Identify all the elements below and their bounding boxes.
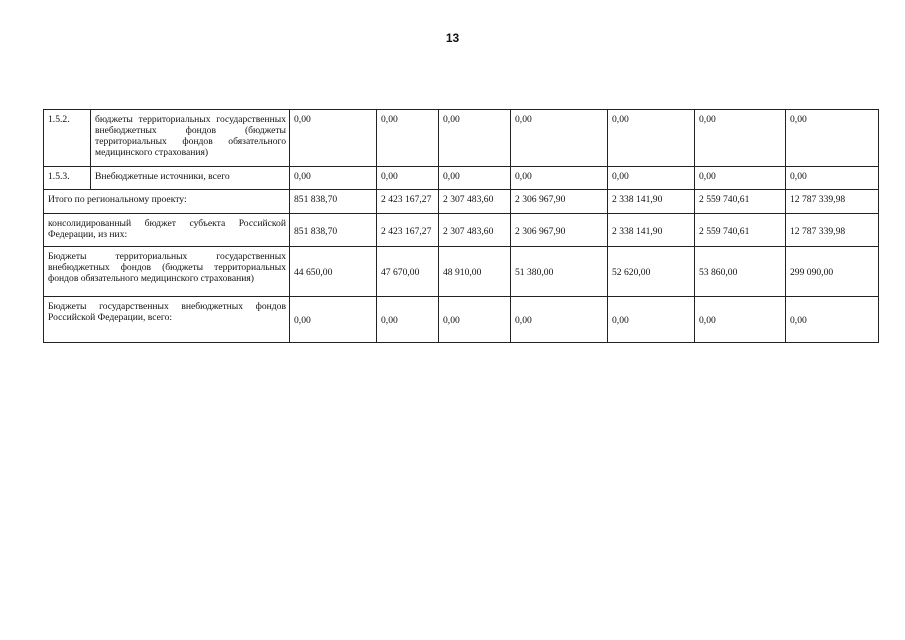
value-cell: 51 380,00 bbox=[511, 247, 608, 297]
row-label: бюджеты территориальных государственных внебюджетных фондов (бюджеты территориальных фондов обязательного медицинского страхования) bbox=[91, 110, 290, 167]
value-cell: 0,00 bbox=[377, 167, 439, 190]
row-label: Бюджеты территориальных государственных внебюджетных фондов (бюджеты территориальных фондов обязательного медицинского страхования) bbox=[44, 247, 290, 297]
value-cell: 0,00 bbox=[377, 297, 439, 343]
row-label: Внебюджетные источники, всего bbox=[91, 167, 290, 190]
row-label: консолидированный бюджет субъекта Российской Федерации, из них: bbox=[44, 214, 290, 247]
row-code: 1.5.3. bbox=[44, 167, 91, 190]
value-cell: 0,00 bbox=[695, 167, 786, 190]
value-cell: 44 650,00 bbox=[290, 247, 377, 297]
budget-table bbox=[43, 109, 879, 343]
value-cell: 2 306 967,90 bbox=[511, 214, 608, 247]
row-code: 1.5.2. bbox=[44, 110, 91, 167]
value-cell: 0,00 bbox=[608, 297, 695, 343]
value-cell: 47 670,00 bbox=[377, 247, 439, 297]
value-cell: 2 423 167,27 bbox=[377, 214, 439, 247]
value-cell: 851 838,70 bbox=[290, 214, 377, 247]
table-row bbox=[44, 214, 879, 247]
value-cell: 0,00 bbox=[290, 110, 377, 167]
table-row bbox=[44, 247, 879, 297]
value-cell: 0,00 bbox=[511, 297, 608, 343]
value-cell: 0,00 bbox=[511, 110, 608, 167]
value-cell: 48 910,00 bbox=[439, 247, 511, 297]
value-cell: 2 307 483,60 bbox=[439, 190, 511, 214]
value-cell: 0,00 bbox=[786, 297, 879, 343]
value-cell: 53 860,00 bbox=[695, 247, 786, 297]
row-label: Итого по региональному проекту: bbox=[44, 190, 290, 214]
value-cell: 12 787 339,98 bbox=[786, 190, 879, 214]
value-cell: 0,00 bbox=[511, 167, 608, 190]
value-cell: 0,00 bbox=[786, 167, 879, 190]
page-number: 13 bbox=[445, 31, 460, 45]
value-cell: 2 423 167,27 bbox=[377, 190, 439, 214]
value-cell: 2 306 967,90 bbox=[511, 190, 608, 214]
value-cell: 299 090,00 bbox=[786, 247, 879, 297]
value-cell: 2 338 141,90 bbox=[608, 190, 695, 214]
table-row bbox=[44, 167, 879, 190]
value-cell: 0,00 bbox=[695, 297, 786, 343]
value-cell: 0,00 bbox=[290, 167, 377, 190]
row-label: Бюджеты государственных внебюджетных фондов Российской Федерации, всего: bbox=[44, 297, 290, 343]
value-cell: 2 338 141,90 bbox=[608, 214, 695, 247]
table-row bbox=[44, 110, 879, 167]
value-cell: 12 787 339,98 bbox=[786, 214, 879, 247]
value-cell: 0,00 bbox=[439, 167, 511, 190]
value-cell: 0,00 bbox=[377, 110, 439, 167]
value-cell: 0,00 bbox=[608, 110, 695, 167]
value-cell: 52 620,00 bbox=[608, 247, 695, 297]
value-cell: 0,00 bbox=[695, 110, 786, 167]
table-row bbox=[44, 297, 879, 343]
value-cell: 851 838,70 bbox=[290, 190, 377, 214]
value-cell: 0,00 bbox=[439, 297, 511, 343]
value-cell: 0,00 bbox=[608, 167, 695, 190]
value-cell: 0,00 bbox=[786, 110, 879, 167]
table-row bbox=[44, 190, 879, 214]
value-cell: 2 307 483,60 bbox=[439, 214, 511, 247]
value-cell: 0,00 bbox=[290, 297, 377, 343]
value-cell: 2 559 740,61 bbox=[695, 214, 786, 247]
value-cell: 0,00 bbox=[439, 110, 511, 167]
value-cell: 2 559 740,61 bbox=[695, 190, 786, 214]
